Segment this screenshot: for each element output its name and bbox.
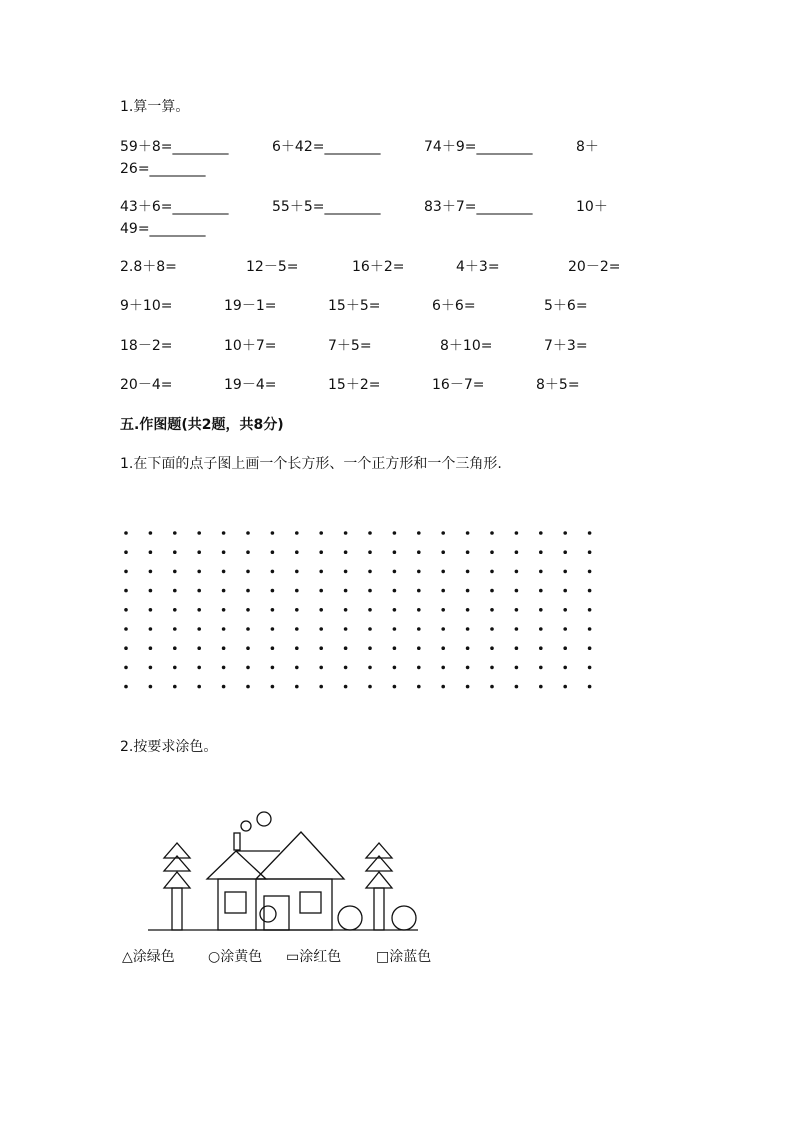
grid-dot[interactable] bbox=[588, 627, 592, 631]
grid-dot[interactable] bbox=[441, 646, 445, 650]
smoke-circle[interactable] bbox=[241, 821, 251, 831]
ball-circle[interactable] bbox=[392, 906, 416, 930]
tree-triangle[interactable] bbox=[164, 872, 190, 888]
q2-problem: 2.8＋8= bbox=[120, 259, 177, 275]
q1-problem-wrap: 49=________ bbox=[120, 221, 206, 237]
grid-dot[interactable] bbox=[149, 531, 153, 535]
q2-problem: 5＋6= bbox=[544, 298, 588, 314]
grid-dot[interactable] bbox=[344, 550, 348, 554]
grid-dot[interactable] bbox=[271, 666, 275, 670]
q1-problem: 55＋5=________ bbox=[272, 199, 381, 215]
grid-dot[interactable] bbox=[417, 570, 421, 574]
grid-dot[interactable] bbox=[588, 685, 592, 689]
grid-dot[interactable] bbox=[222, 646, 226, 650]
grid-dot[interactable] bbox=[466, 531, 470, 535]
grid-dot[interactable] bbox=[490, 589, 494, 593]
grid-dot[interactable] bbox=[271, 589, 275, 593]
grid-dot[interactable] bbox=[197, 531, 201, 535]
section-heading: 五.作图题(共2题，共8分) bbox=[120, 417, 284, 433]
grid-dot[interactable] bbox=[441, 666, 445, 670]
grid-dot[interactable] bbox=[368, 608, 372, 612]
grid-dot[interactable] bbox=[246, 608, 250, 612]
grid-dot[interactable] bbox=[441, 531, 445, 535]
grid-dot[interactable] bbox=[197, 608, 201, 612]
grid-dot[interactable] bbox=[344, 666, 348, 670]
grid-dot[interactable] bbox=[368, 627, 372, 631]
grid-dot[interactable] bbox=[393, 550, 397, 554]
grid-dot[interactable] bbox=[295, 589, 299, 593]
grid-dot[interactable] bbox=[417, 531, 421, 535]
q2-problem: 7＋5= bbox=[328, 338, 372, 354]
grid-dot[interactable] bbox=[319, 627, 323, 631]
grid-dot[interactable] bbox=[563, 608, 567, 612]
grid-dot[interactable] bbox=[563, 570, 567, 574]
ball-circle[interactable] bbox=[338, 906, 362, 930]
legend-rectangle-red: ▭涂红色 bbox=[286, 949, 342, 965]
legend-square-blue: □涂蓝色 bbox=[376, 949, 432, 965]
q2-problem: 20－2= bbox=[568, 259, 621, 275]
smoke-circle[interactable] bbox=[257, 812, 271, 826]
grid-dot[interactable] bbox=[319, 646, 323, 650]
tree-trunk-rectangle[interactable] bbox=[374, 888, 384, 930]
grid-dot[interactable] bbox=[319, 589, 323, 593]
grid-dot[interactable] bbox=[393, 589, 397, 593]
grid-dot[interactable] bbox=[246, 531, 250, 535]
grid-dot[interactable] bbox=[417, 646, 421, 650]
q1-problem: 8＋ bbox=[576, 139, 599, 155]
tree-trunk-rectangle[interactable] bbox=[172, 888, 182, 930]
house-wall-rectangle[interactable] bbox=[218, 879, 332, 930]
grid-dot[interactable] bbox=[515, 666, 519, 670]
grid-dot[interactable] bbox=[197, 589, 201, 593]
grid-dot[interactable] bbox=[246, 589, 250, 593]
grid-dot[interactable] bbox=[173, 685, 177, 689]
grid-dot[interactable] bbox=[319, 685, 323, 689]
grid-dot[interactable] bbox=[368, 550, 372, 554]
grid-dot[interactable] bbox=[295, 550, 299, 554]
grid-dot[interactable] bbox=[295, 666, 299, 670]
coloring-question-2: 2.按要求涂色。 bbox=[120, 739, 218, 755]
q2-problem: 8＋10= bbox=[440, 338, 493, 354]
q2-problem: 9＋10= bbox=[120, 298, 173, 314]
grid-dot[interactable] bbox=[173, 608, 177, 612]
grid-dot[interactable] bbox=[173, 646, 177, 650]
grid-dot[interactable] bbox=[344, 608, 348, 612]
grid-dot[interactable] bbox=[271, 608, 275, 612]
grid-dot[interactable] bbox=[368, 666, 372, 670]
grid-dot[interactable] bbox=[173, 589, 177, 593]
grid-dot[interactable] bbox=[441, 627, 445, 631]
grid-dot[interactable] bbox=[539, 589, 543, 593]
grid-dot[interactable] bbox=[271, 685, 275, 689]
grid-dot[interactable] bbox=[124, 550, 128, 554]
grid-dot[interactable] bbox=[319, 608, 323, 612]
grid-dot[interactable] bbox=[344, 570, 348, 574]
grid-dot[interactable] bbox=[124, 531, 128, 535]
grid-dot[interactable] bbox=[319, 570, 323, 574]
grid-dot[interactable] bbox=[539, 550, 543, 554]
grid-dot[interactable] bbox=[441, 608, 445, 612]
grid-dot[interactable] bbox=[124, 608, 128, 612]
grid-dot[interactable] bbox=[417, 627, 421, 631]
grid-dot[interactable] bbox=[466, 627, 470, 631]
grid-dot[interactable] bbox=[295, 608, 299, 612]
q2-problem: 19－1= bbox=[224, 298, 277, 314]
grid-dot[interactable] bbox=[441, 685, 445, 689]
grid-dot[interactable] bbox=[344, 627, 348, 631]
roof-triangle[interactable] bbox=[256, 832, 344, 879]
grid-dot[interactable] bbox=[222, 685, 226, 689]
grid-dot[interactable] bbox=[246, 550, 250, 554]
grid-dot[interactable] bbox=[563, 627, 567, 631]
grid-dot[interactable] bbox=[393, 608, 397, 612]
grid-dot[interactable] bbox=[588, 608, 592, 612]
grid-dot[interactable] bbox=[149, 666, 153, 670]
grid-dot[interactable] bbox=[515, 550, 519, 554]
grid-dot[interactable] bbox=[344, 589, 348, 593]
grid-dot[interactable] bbox=[539, 685, 543, 689]
q2-problem: 7＋3= bbox=[544, 338, 588, 354]
grid-dot[interactable] bbox=[539, 627, 543, 631]
grid-dot[interactable] bbox=[515, 646, 519, 650]
q1-problem-wrap: 26=________ bbox=[120, 161, 206, 177]
q2-problem: 12－5= bbox=[246, 259, 299, 275]
legend-circle-yellow: ○涂黄色 bbox=[208, 949, 263, 965]
grid-dot[interactable] bbox=[393, 531, 397, 535]
grid-dot[interactable] bbox=[417, 685, 421, 689]
grid-dot[interactable] bbox=[441, 570, 445, 574]
ball-circle[interactable] bbox=[260, 906, 276, 922]
grid-dot[interactable] bbox=[368, 646, 372, 650]
grid-dot[interactable] bbox=[124, 685, 128, 689]
grid-dot[interactable] bbox=[393, 666, 397, 670]
grid-dot[interactable] bbox=[222, 608, 226, 612]
grid-dot[interactable] bbox=[588, 646, 592, 650]
grid-dot[interactable] bbox=[490, 627, 494, 631]
tree-triangle[interactable] bbox=[366, 872, 392, 888]
q1-problem: 74＋9=________ bbox=[424, 139, 533, 155]
grid-dot[interactable] bbox=[149, 627, 153, 631]
grid-dot[interactable] bbox=[197, 550, 201, 554]
grid-dot[interactable] bbox=[222, 627, 226, 631]
grid-dot[interactable] bbox=[588, 589, 592, 593]
grid-dot[interactable] bbox=[515, 608, 519, 612]
grid-dot[interactable] bbox=[539, 570, 543, 574]
grid-dot[interactable] bbox=[124, 646, 128, 650]
grid-dot[interactable] bbox=[563, 531, 567, 535]
q2-problem: 15＋5= bbox=[328, 298, 381, 314]
grid-dot[interactable] bbox=[246, 646, 250, 650]
grid-dot[interactable] bbox=[271, 627, 275, 631]
grid-dot[interactable] bbox=[271, 570, 275, 574]
grid-dot[interactable] bbox=[417, 589, 421, 593]
grid-dot[interactable] bbox=[271, 531, 275, 535]
grid-dot[interactable] bbox=[490, 685, 494, 689]
grid-dot[interactable] bbox=[149, 570, 153, 574]
grid-dot[interactable] bbox=[149, 608, 153, 612]
grid-dot[interactable] bbox=[417, 666, 421, 670]
grid-dot[interactable] bbox=[515, 531, 519, 535]
grid-dot[interactable] bbox=[319, 666, 323, 670]
drawing-question-1: 1.在下面的点子图上画一个长方形、一个正方形和一个三角形. bbox=[120, 456, 502, 472]
grid-dot[interactable] bbox=[368, 589, 372, 593]
q1-problem: 59＋8=________ bbox=[120, 139, 229, 155]
grid-dot[interactable] bbox=[466, 589, 470, 593]
grid-dot[interactable] bbox=[222, 531, 226, 535]
grid-dot[interactable] bbox=[246, 666, 250, 670]
grid-dot[interactable] bbox=[563, 685, 567, 689]
grid-dot[interactable] bbox=[539, 646, 543, 650]
grid-dot[interactable] bbox=[173, 627, 177, 631]
q1-problem: 6＋42=________ bbox=[272, 139, 381, 155]
grid-dot[interactable] bbox=[588, 666, 592, 670]
grid-dot[interactable] bbox=[490, 531, 494, 535]
grid-dot[interactable] bbox=[417, 608, 421, 612]
grid-dot[interactable] bbox=[295, 531, 299, 535]
grid-dot[interactable] bbox=[490, 608, 494, 612]
grid-dot[interactable] bbox=[393, 685, 397, 689]
grid-dot[interactable] bbox=[515, 685, 519, 689]
grid-dot[interactable] bbox=[222, 570, 226, 574]
grid-dot[interactable] bbox=[563, 646, 567, 650]
grid-dot[interactable] bbox=[588, 531, 592, 535]
grid-dot[interactable] bbox=[466, 666, 470, 670]
grid-dot[interactable] bbox=[197, 685, 201, 689]
chimney-rectangle[interactable] bbox=[234, 833, 240, 850]
grid-dot[interactable] bbox=[344, 646, 348, 650]
grid-dot[interactable] bbox=[173, 666, 177, 670]
grid-dot[interactable] bbox=[588, 550, 592, 554]
grid-dot[interactable] bbox=[588, 570, 592, 574]
q2-problem: 4＋3= bbox=[456, 259, 500, 275]
grid-dot[interactable] bbox=[563, 666, 567, 670]
grid-dot[interactable] bbox=[124, 570, 128, 574]
grid-dot[interactable] bbox=[466, 608, 470, 612]
grid-dot[interactable] bbox=[222, 550, 226, 554]
q2-problem: 16－7= bbox=[432, 377, 485, 393]
grid-dot[interactable] bbox=[173, 531, 177, 535]
grid-dot[interactable] bbox=[124, 666, 128, 670]
grid-dot[interactable] bbox=[149, 589, 153, 593]
grid-dot[interactable] bbox=[246, 570, 250, 574]
grid-dot[interactable] bbox=[539, 531, 543, 535]
grid-dot[interactable] bbox=[466, 550, 470, 554]
q2-problem: 16＋2= bbox=[352, 259, 405, 275]
grid-dot[interactable] bbox=[197, 666, 201, 670]
grid-dot[interactable] bbox=[393, 646, 397, 650]
grid-dot[interactable] bbox=[490, 646, 494, 650]
grid-dot[interactable] bbox=[124, 589, 128, 593]
grid-dot[interactable] bbox=[466, 570, 470, 574]
grid-dot[interactable] bbox=[490, 550, 494, 554]
grid-dot[interactable] bbox=[515, 589, 519, 593]
grid-dot[interactable] bbox=[197, 570, 201, 574]
grid-dot[interactable] bbox=[149, 685, 153, 689]
grid-dot[interactable] bbox=[319, 550, 323, 554]
q2-problem: 18－2= bbox=[120, 338, 173, 354]
grid-dot[interactable] bbox=[368, 570, 372, 574]
roof-triangle[interactable] bbox=[207, 851, 266, 879]
q2-problem: 8＋5= bbox=[536, 377, 580, 393]
grid-dot[interactable] bbox=[515, 627, 519, 631]
grid-dot[interactable] bbox=[490, 570, 494, 574]
grid-dot[interactable] bbox=[295, 685, 299, 689]
grid-dot[interactable] bbox=[441, 550, 445, 554]
grid-dot[interactable] bbox=[368, 531, 372, 535]
window-square[interactable] bbox=[225, 892, 246, 913]
grid-dot[interactable] bbox=[173, 550, 177, 554]
house-illustration[interactable] bbox=[140, 800, 440, 940]
grid-dot[interactable] bbox=[271, 646, 275, 650]
grid-dot[interactable] bbox=[222, 589, 226, 593]
grid-dot[interactable] bbox=[344, 685, 348, 689]
grid-dot[interactable] bbox=[197, 627, 201, 631]
grid-dot[interactable] bbox=[246, 685, 250, 689]
grid-dot[interactable] bbox=[368, 685, 372, 689]
grid-dot[interactable] bbox=[417, 550, 421, 554]
grid-dot[interactable] bbox=[197, 646, 201, 650]
grid-dot[interactable] bbox=[271, 550, 275, 554]
q1-problem: 43＋6=________ bbox=[120, 199, 229, 215]
grid-dot[interactable] bbox=[393, 570, 397, 574]
grid-dot[interactable] bbox=[344, 531, 348, 535]
grid-dot[interactable] bbox=[490, 666, 494, 670]
grid-dot[interactable] bbox=[124, 627, 128, 631]
grid-dot[interactable] bbox=[222, 666, 226, 670]
grid-dot[interactable] bbox=[466, 646, 470, 650]
grid-dot[interactable] bbox=[295, 627, 299, 631]
grid-dot[interactable] bbox=[319, 531, 323, 535]
q1-title: 1.算一算。 bbox=[120, 99, 190, 115]
grid-dot[interactable] bbox=[539, 608, 543, 612]
grid-dot[interactable] bbox=[295, 646, 299, 650]
q2-problem: 10＋7= bbox=[224, 338, 277, 354]
grid-dot[interactable] bbox=[515, 570, 519, 574]
grid-dot[interactable] bbox=[539, 666, 543, 670]
q1-problem: 83＋7=________ bbox=[424, 199, 533, 215]
q2-problem: 20－4= bbox=[120, 377, 173, 393]
grid-dot[interactable] bbox=[466, 685, 470, 689]
grid-dot[interactable] bbox=[149, 646, 153, 650]
legend-triangle-green: △涂绿色 bbox=[122, 949, 175, 965]
grid-dot[interactable] bbox=[149, 550, 153, 554]
q2-problem: 19－4= bbox=[224, 377, 277, 393]
q2-problem: 15＋2= bbox=[328, 377, 381, 393]
grid-dot[interactable] bbox=[393, 627, 397, 631]
grid-dot[interactable] bbox=[563, 550, 567, 554]
grid-dot[interactable] bbox=[563, 589, 567, 593]
grid-dot[interactable] bbox=[173, 570, 177, 574]
grid-dot[interactable] bbox=[246, 627, 250, 631]
grid-dot[interactable] bbox=[295, 570, 299, 574]
q2-problem: 6＋6= bbox=[432, 298, 476, 314]
grid-dot[interactable] bbox=[441, 589, 445, 593]
window-square[interactable] bbox=[300, 892, 321, 913]
q1-problem: 10＋ bbox=[576, 199, 608, 215]
